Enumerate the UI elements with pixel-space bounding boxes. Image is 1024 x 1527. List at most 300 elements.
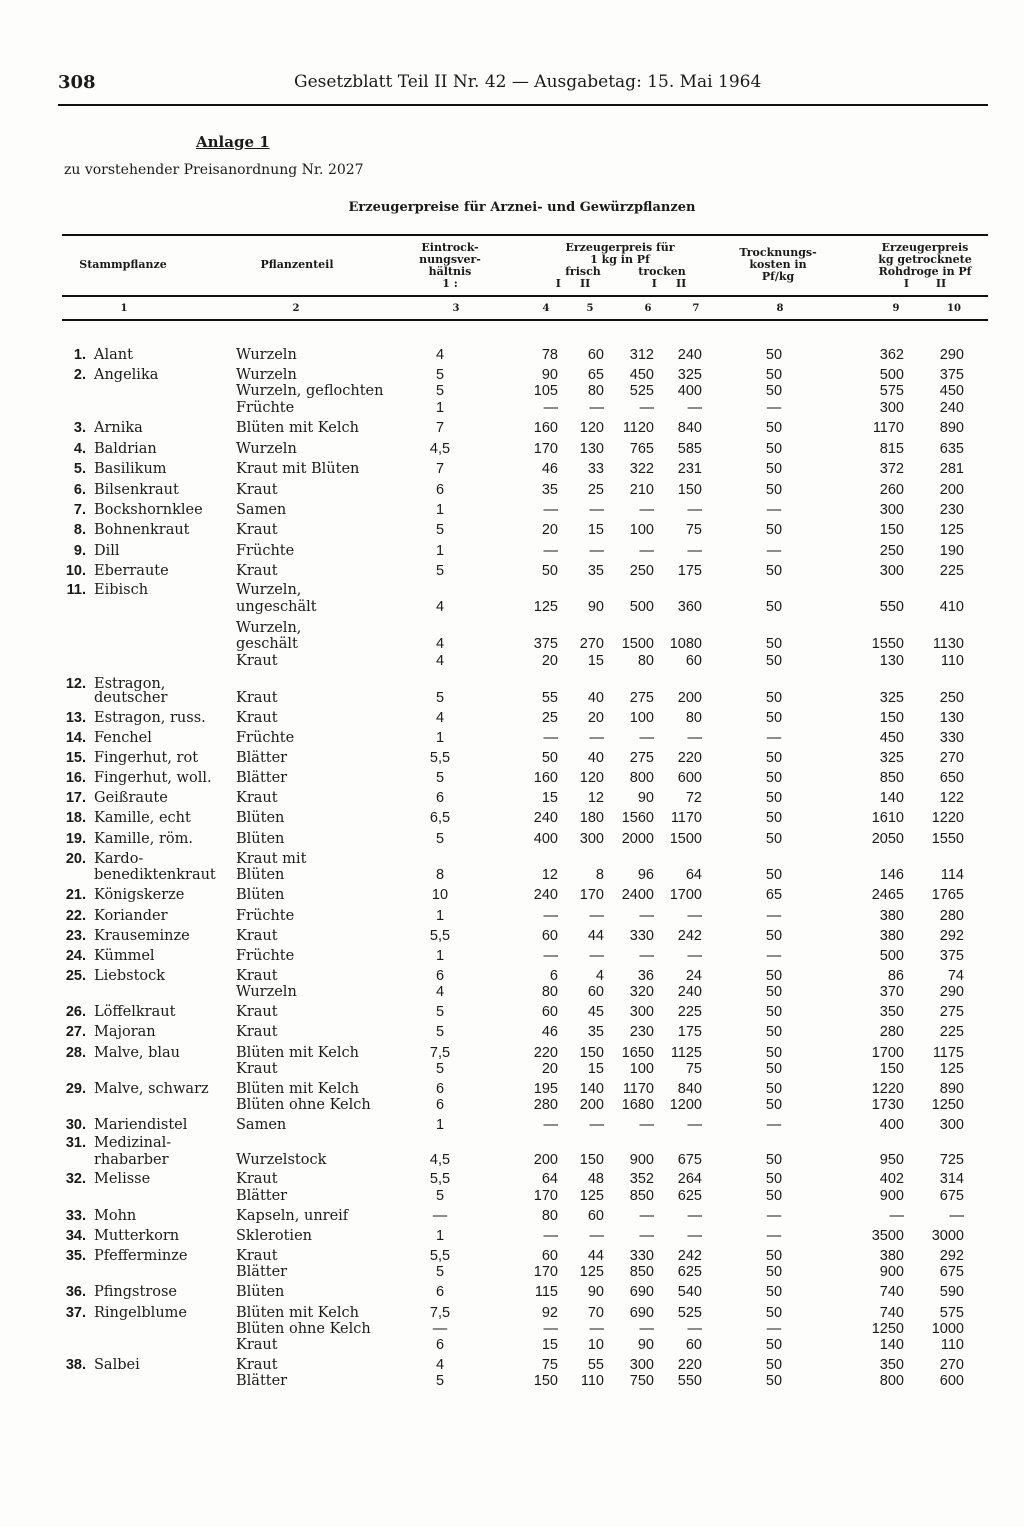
price-fresh-2: — xyxy=(589,1321,604,1337)
price-crude-2: 650 xyxy=(939,770,964,786)
plant-part: Kraut xyxy=(236,563,278,579)
drying-ratio: 7,5 xyxy=(429,1305,451,1321)
row-number: 17. xyxy=(65,790,86,806)
row-number: 38. xyxy=(65,1357,86,1373)
row-number: 36. xyxy=(65,1284,86,1300)
plant-part: Blätter xyxy=(236,1264,288,1280)
table-row xyxy=(0,1135,1024,1152)
plant-part: Kraut xyxy=(236,790,278,806)
price-fresh-1: 375 xyxy=(533,636,558,652)
price-crude-1: 1610 xyxy=(871,810,904,826)
col-head-pflanzenteil: Pflanzenteil xyxy=(260,258,334,271)
plant-part: Blätter xyxy=(236,1188,288,1204)
row-number: 15. xyxy=(65,750,86,766)
column-number: 8 xyxy=(776,303,784,314)
price-dry-1: 330 xyxy=(629,1248,654,1264)
price-crude-2: 450 xyxy=(939,383,964,399)
price-fresh-1: 6 xyxy=(549,968,558,984)
price-dry-1: — xyxy=(639,1228,654,1244)
col-head-trocken: trocken xyxy=(638,265,686,278)
drying-cost: 50 xyxy=(765,710,783,726)
price-dry-2: 625 xyxy=(677,1188,702,1204)
table-row xyxy=(0,563,1024,580)
column-number: 10 xyxy=(947,303,961,314)
plant-part: Wurzeln, xyxy=(236,620,302,636)
plant-part: ungeschält xyxy=(236,599,317,615)
price-dry-1: 690 xyxy=(629,1305,654,1321)
drying-cost: 50 xyxy=(765,770,783,786)
price-crude-2: 1550 xyxy=(931,831,964,847)
table-row xyxy=(0,867,1024,884)
drying-cost: — xyxy=(766,543,782,559)
plant-name: Liebstock xyxy=(94,968,166,984)
price-crude-2: 292 xyxy=(939,928,964,944)
table-row xyxy=(0,1248,1024,1265)
numbers-bottom-rule xyxy=(62,319,988,321)
row-number: 21. xyxy=(65,887,86,903)
price-dry-1: 850 xyxy=(629,1264,654,1280)
row-number: 12. xyxy=(65,676,86,692)
drying-ratio: 1 xyxy=(435,543,445,559)
drying-ratio: 7 xyxy=(435,420,445,436)
column-number: 7 xyxy=(692,303,700,314)
price-crude-2: 114 xyxy=(940,867,964,883)
price-crude-1: 550 xyxy=(879,599,904,615)
price-fresh-2: 130 xyxy=(579,441,604,457)
drying-cost: 50 xyxy=(765,563,783,579)
price-fresh-2: 90 xyxy=(587,599,604,615)
price-fresh-1: 20 xyxy=(541,522,558,538)
drying-cost: 50 xyxy=(765,441,783,457)
plant-name: Fenchel xyxy=(94,730,152,746)
price-dry-2: 525 xyxy=(677,1305,702,1321)
plant-name: Kamille, echt xyxy=(94,810,191,826)
price-fresh-2: 15 xyxy=(587,653,604,669)
price-crude-1: 1220 xyxy=(871,1081,904,1097)
plant-name: Estragon, xyxy=(94,676,166,692)
price-dry-1: — xyxy=(639,948,654,964)
price-crude-2: 675 xyxy=(939,1188,964,1204)
plant-part: Kraut mit Blüten xyxy=(236,461,360,477)
price-crude-1: 2050 xyxy=(871,831,904,847)
price-dry-2: 1080 xyxy=(669,636,702,652)
price-dry-1: 320 xyxy=(629,984,654,1000)
table-row xyxy=(0,1284,1024,1301)
price-dry-2: 1500 xyxy=(669,831,702,847)
price-dry-2: 60 xyxy=(685,1337,702,1353)
drying-cost: 50 xyxy=(765,420,783,436)
plant-name: Salbei xyxy=(94,1357,140,1373)
price-fresh-2: 45 xyxy=(587,1004,604,1020)
col-head-frisch: frisch xyxy=(565,265,601,278)
price-fresh-1: — xyxy=(543,1228,558,1244)
price-crude-2: 300 xyxy=(939,1117,964,1133)
price-crude-2: 725 xyxy=(939,1152,964,1168)
price-crude-2: 225 xyxy=(939,1024,964,1040)
price-dry-2: 231 xyxy=(677,461,702,477)
header-bottom-rule xyxy=(62,295,988,297)
price-crude-1: 500 xyxy=(879,948,904,964)
price-dry-2: 75 xyxy=(685,522,702,538)
price-fresh-2: 44 xyxy=(587,928,604,944)
plant-name: Ringelblume xyxy=(94,1305,187,1321)
row-number: 4. xyxy=(73,441,86,457)
price-dry-1: 1170 xyxy=(622,1081,654,1097)
drying-ratio: 6 xyxy=(435,482,445,498)
plant-part: Wurzeln xyxy=(236,367,297,383)
table-row xyxy=(0,948,1024,965)
price-crude-2: 74 xyxy=(947,968,964,984)
drying-cost: 50 xyxy=(765,1264,783,1280)
row-number: 16. xyxy=(65,770,86,786)
plant-part: Kraut xyxy=(236,928,278,944)
row-number: 10. xyxy=(65,563,86,579)
plant-part: Früchte xyxy=(236,543,295,559)
drying-ratio: 6 xyxy=(435,1081,445,1097)
drying-cost: 50 xyxy=(765,1024,783,1040)
table-row xyxy=(0,1188,1024,1205)
drying-cost: 50 xyxy=(765,1337,783,1353)
price-fresh-1: 220 xyxy=(533,1045,558,1061)
price-dry-2: 220 xyxy=(677,750,702,766)
plant-part: Wurzeln xyxy=(236,984,297,1000)
plant-name: deutscher xyxy=(94,690,168,706)
plant-part: Blüten mit Kelch xyxy=(236,420,359,436)
table-row xyxy=(0,1228,1024,1245)
price-dry-1: 750 xyxy=(629,1373,654,1389)
price-dry-1: 2400 xyxy=(621,887,654,903)
price-dry-1: 500 xyxy=(629,599,654,615)
price-fresh-2: 8 xyxy=(595,867,604,883)
row-number: 28. xyxy=(65,1045,86,1061)
drying-cost: 50 xyxy=(765,968,783,984)
plant-name: Melisse xyxy=(94,1171,151,1187)
price-fresh-1: 12 xyxy=(541,867,558,883)
price-dry-2: 400 xyxy=(677,383,702,399)
price-crude-2: 675 xyxy=(939,1264,964,1280)
price-crude-2: 270 xyxy=(939,750,964,766)
drying-ratio: 5 xyxy=(435,1188,445,1204)
price-fresh-2: 110 xyxy=(580,1373,604,1389)
plant-part: Blüten xyxy=(236,887,285,903)
price-crude-1: 300 xyxy=(879,502,904,518)
plant-part: Wurzelstock xyxy=(236,1152,327,1168)
price-crude-1: 900 xyxy=(879,1188,904,1204)
drying-cost: — xyxy=(766,730,782,746)
price-crude-2: 280 xyxy=(939,908,964,924)
price-crude-2: 890 xyxy=(939,420,964,436)
drying-cost: 50 xyxy=(765,690,783,706)
drying-cost: 50 xyxy=(765,1188,783,1204)
column-number: 4 xyxy=(542,303,550,314)
row-number: 27. xyxy=(65,1024,86,1040)
price-fresh-1: 80 xyxy=(541,984,558,1000)
price-crude-1: 400 xyxy=(879,1117,904,1133)
drying-ratio: 7 xyxy=(435,461,445,477)
col-head-eintrocknung: Eintrock- nungsver- hältnis 1 : xyxy=(419,241,481,290)
price-fresh-1: 240 xyxy=(533,810,558,826)
price-fresh-1: 50 xyxy=(541,750,558,766)
drying-cost: 50 xyxy=(765,636,783,652)
row-number: 31. xyxy=(65,1135,86,1151)
price-fresh-2: 270 xyxy=(579,636,604,652)
column-number: 2 xyxy=(292,303,300,314)
price-dry-1: 100 xyxy=(629,522,654,538)
price-dry-2: 585 xyxy=(677,441,702,457)
price-dry-2: — xyxy=(687,730,702,746)
table-row xyxy=(0,636,1024,653)
price-dry-1: 1680 xyxy=(621,1097,654,1113)
plant-part: Sklerotien xyxy=(236,1228,312,1244)
row-number: 35. xyxy=(65,1248,86,1264)
row-number: 33. xyxy=(65,1208,86,1224)
price-fresh-1: 50 xyxy=(541,563,558,579)
drying-ratio: 5 xyxy=(435,1264,445,1280)
price-fresh-2: 200 xyxy=(579,1097,604,1113)
price-fresh-1: 35 xyxy=(541,482,558,498)
price-dry-1: 300 xyxy=(629,1004,654,1020)
drying-cost: — xyxy=(766,948,782,964)
plant-name: Pfefferminze xyxy=(94,1248,188,1264)
plant-part: Früchte xyxy=(236,908,295,924)
price-dry-2: — xyxy=(687,1228,702,1244)
drying-cost: 50 xyxy=(765,599,783,615)
price-crude-1: 1170 xyxy=(872,420,904,436)
price-crude-2: 375 xyxy=(939,367,964,383)
price-crude-2: 330 xyxy=(939,730,964,746)
drying-cost: 50 xyxy=(765,1373,783,1389)
price-fresh-2: 65 xyxy=(587,367,604,383)
row-number: 19. xyxy=(65,831,86,847)
price-crude-2: 122 xyxy=(939,790,964,806)
price-dry-2: — xyxy=(687,1321,702,1337)
price-fresh-1: — xyxy=(543,1117,558,1133)
table-row xyxy=(0,347,1024,364)
price-fresh-1: 15 xyxy=(541,790,558,806)
price-crude-2: 3000 xyxy=(931,1228,964,1244)
price-dry-2: — xyxy=(687,1208,702,1224)
drying-cost: 50 xyxy=(765,367,783,383)
price-crude-2: 314 xyxy=(939,1171,964,1187)
price-crude-1: 450 xyxy=(879,730,904,746)
plant-part: Kraut xyxy=(236,1357,278,1373)
table-row xyxy=(0,620,1024,637)
drying-ratio: 5 xyxy=(435,1061,445,1077)
drying-ratio: 1 xyxy=(435,1117,445,1133)
drying-ratio: 4 xyxy=(435,653,445,669)
price-dry-2: 1200 xyxy=(669,1097,702,1113)
col-head-trocknungskosten: Trocknungs- kosten in Pf/kg xyxy=(739,246,817,283)
plant-name: Malve, schwarz xyxy=(94,1081,209,1097)
price-fresh-1: 160 xyxy=(533,420,558,436)
price-dry-2: 360 xyxy=(677,599,702,615)
price-crude-1: 150 xyxy=(879,522,904,538)
row-number: 37. xyxy=(65,1305,86,1321)
price-dry-2: 264 xyxy=(677,1171,702,1187)
price-dry-1: 800 xyxy=(629,770,654,786)
price-fresh-2: 55 xyxy=(587,1357,604,1373)
plant-part: Früchte xyxy=(236,730,295,746)
plant-part: Blüten mit Kelch xyxy=(236,1305,359,1321)
table-row xyxy=(0,400,1024,417)
table-row xyxy=(0,690,1024,707)
plant-name: Königskerze xyxy=(94,887,185,903)
price-crude-2: 375 xyxy=(939,948,964,964)
plant-part: Blüten xyxy=(236,1284,285,1300)
price-fresh-1: 105 xyxy=(533,383,558,399)
price-crude-2: 125 xyxy=(939,522,964,538)
drying-ratio: 4 xyxy=(435,710,445,726)
price-fresh-1: — xyxy=(543,730,558,746)
price-crude-1: 370 xyxy=(879,984,904,1000)
table-row xyxy=(0,420,1024,437)
price-dry-1: 450 xyxy=(629,367,654,383)
price-crude-2: 250 xyxy=(939,690,964,706)
price-fresh-1: — xyxy=(543,1321,558,1337)
price-fresh-2: — xyxy=(589,1228,604,1244)
plant-part: Blüten xyxy=(236,831,285,847)
plant-name: Bohnenkraut xyxy=(94,522,190,538)
price-dry-1: 352 xyxy=(629,1171,654,1187)
table-row xyxy=(0,599,1024,616)
price-fresh-1: — xyxy=(543,400,558,416)
price-fresh-1: 195 xyxy=(533,1081,558,1097)
row-number: 18. xyxy=(65,810,86,826)
price-fresh-2: 80 xyxy=(587,383,604,399)
plant-part: Samen xyxy=(236,1117,287,1133)
price-dry-2: 24 xyxy=(685,968,702,984)
drying-cost: — xyxy=(766,1117,782,1133)
anlage-heading: Anlage 1 xyxy=(196,133,270,151)
drying-cost: — xyxy=(766,1208,782,1224)
plant-part: Kraut xyxy=(236,1004,278,1020)
table-row xyxy=(0,831,1024,848)
table-row xyxy=(0,522,1024,539)
table-row xyxy=(0,1097,1024,1114)
price-fresh-1: 240 xyxy=(533,887,558,903)
plant-part: geschält xyxy=(236,636,298,652)
plant-part: Kraut xyxy=(236,653,278,669)
price-dry-1: 330 xyxy=(629,928,654,944)
row-number: 29. xyxy=(65,1081,86,1097)
col-head-rohdroge: Erzeugerpreis kg getrocknete Rohdroge in Pf xyxy=(878,241,972,278)
price-fresh-2: 60 xyxy=(587,347,604,363)
table-row xyxy=(0,441,1024,458)
plant-name: Bilsenkraut xyxy=(94,482,179,498)
price-fresh-2: 4 xyxy=(595,968,604,984)
price-fresh-2: — xyxy=(589,502,604,518)
drying-ratio: 1 xyxy=(435,502,445,518)
price-dry-1: 300 xyxy=(629,1357,654,1373)
price-fresh-1: 46 xyxy=(541,461,558,477)
drying-ratio: 5 xyxy=(435,563,445,579)
plant-part: Blüten mit Kelch xyxy=(236,1081,359,1097)
price-crude-1: 1250 xyxy=(871,1321,904,1337)
price-dry-1: — xyxy=(639,1208,654,1224)
price-fresh-1: 20 xyxy=(541,653,558,669)
price-dry-2: 72 xyxy=(685,790,702,806)
price-fresh-1: 280 xyxy=(533,1097,558,1113)
row-number: 20. xyxy=(65,851,86,867)
row-number: 6. xyxy=(73,482,86,498)
price-dry-2: 200 xyxy=(677,690,702,706)
price-dry-1: 250 xyxy=(629,563,654,579)
drying-cost: 50 xyxy=(765,1248,783,1264)
table-row xyxy=(0,1081,1024,1098)
price-dry-2: — xyxy=(687,908,702,924)
plant-part: Wurzeln xyxy=(236,347,297,363)
table-row xyxy=(0,482,1024,499)
price-dry-1: — xyxy=(639,908,654,924)
drying-cost: 50 xyxy=(765,347,783,363)
row-number: 1. xyxy=(73,347,86,363)
drying-cost: 50 xyxy=(765,383,783,399)
price-dry-2: 60 xyxy=(685,653,702,669)
table-row xyxy=(0,887,1024,904)
price-fresh-1: 78 xyxy=(541,347,558,363)
drying-ratio: 10 xyxy=(431,887,449,903)
price-fresh-2: 20 xyxy=(587,710,604,726)
plant-name: benediktenkraut xyxy=(94,867,216,883)
table-row xyxy=(0,1024,1024,1041)
col-head-erzeugerpreis: Erzeugerpreis für 1 kg in Pf xyxy=(565,241,675,266)
plant-name: Bockshornklee xyxy=(94,502,203,518)
column-number: 1 xyxy=(120,303,128,314)
price-crude-2: 190 xyxy=(939,543,964,559)
price-crude-2: 1765 xyxy=(931,887,964,903)
plant-name: Majoran xyxy=(94,1024,156,1040)
price-fresh-2: 44 xyxy=(587,1248,604,1264)
price-dry-2: — xyxy=(687,543,702,559)
price-dry-1: — xyxy=(639,1321,654,1337)
drying-cost: 50 xyxy=(765,928,783,944)
price-fresh-1: 55 xyxy=(541,690,558,706)
price-fresh-2: — xyxy=(589,543,604,559)
price-dry-2: 550 xyxy=(677,1373,702,1389)
price-crude-2: 275 xyxy=(939,1004,964,1020)
price-crude-2: 410 xyxy=(939,599,964,615)
table-row xyxy=(0,1045,1024,1062)
row-number: 11. xyxy=(66,582,86,598)
row-number: 13. xyxy=(65,710,86,726)
price-crude-1: 372 xyxy=(879,461,904,477)
price-crude-1: 402 xyxy=(879,1171,904,1187)
price-crude-2: 600 xyxy=(939,1373,964,1389)
plant-part: Kraut mit xyxy=(236,851,307,867)
price-crude-1: 1730 xyxy=(871,1097,904,1113)
price-fresh-1: 60 xyxy=(541,1004,558,1020)
column-number: 9 xyxy=(892,303,900,314)
price-crude-1: 325 xyxy=(879,750,904,766)
col-head-rohdroge-sub: I II xyxy=(903,277,947,290)
drying-ratio: 5 xyxy=(435,690,445,706)
price-crude-2: — xyxy=(949,1208,964,1224)
price-fresh-1: 64 xyxy=(541,1171,558,1187)
row-number: 23. xyxy=(65,928,86,944)
plant-part: Kraut xyxy=(236,690,278,706)
price-crude-1: 380 xyxy=(879,1248,904,1264)
price-dry-1: 36 xyxy=(637,968,654,984)
plant-part: Blüten xyxy=(236,867,285,883)
price-crude-1: 130 xyxy=(879,653,904,669)
drying-ratio: 6 xyxy=(435,1284,445,1300)
plant-name: Fingerhut, rot xyxy=(94,750,199,766)
price-dry-2: 150 xyxy=(677,482,702,498)
price-dry-2: 1700 xyxy=(669,887,702,903)
plant-name: Pfingstrose xyxy=(94,1284,177,1300)
price-crude-1: 1550 xyxy=(871,636,904,652)
drying-cost: — xyxy=(766,1228,782,1244)
